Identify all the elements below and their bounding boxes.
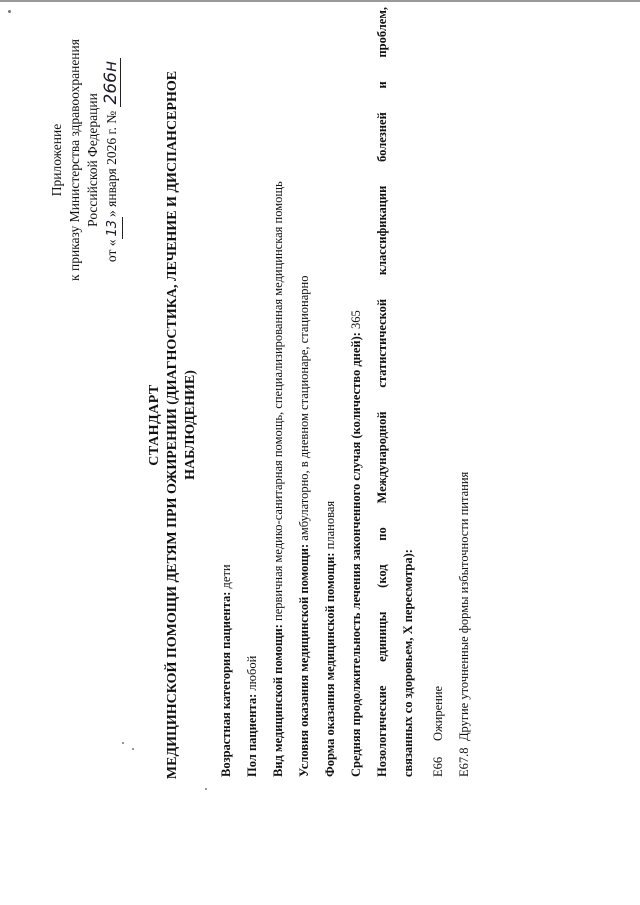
field-sex [244, 7, 260, 777]
field-duration-label: Средняя продолжительность лечения законченного случая (количество дней): [349, 332, 363, 777]
date-prefix: от « [104, 239, 119, 263]
icd-code: E67.8 [457, 747, 471, 777]
standard-fields [218, 7, 482, 777]
field-conditions [296, 7, 312, 777]
field-duration [348, 7, 364, 777]
title-heading: СТАНДАРТ [147, 384, 162, 466]
appendix-block [48, 5, 123, 315]
field-form-label: Форма оказания медицинской помощи: [323, 552, 337, 777]
field-age [218, 7, 234, 777]
standard-title [146, 65, 200, 785]
field-care-type-label: Вид медицинской помощи: [271, 624, 285, 777]
icd-code: E66 [431, 756, 445, 777]
order-number-handwritten: 266н [102, 58, 121, 108]
field-conditions-label: Условия оказания медицинской помощи: [297, 543, 311, 777]
field-form-value: плановая [323, 500, 337, 553]
nosology-heading-line-1: Нозологические единицы (код по Международной статистической классификации болезней и проблем, [375, 7, 389, 777]
field-sex-value: любой [245, 655, 259, 694]
date-middle: » января 2026 г. № [104, 110, 119, 217]
code-row [430, 7, 446, 777]
field-form [322, 7, 338, 777]
field-care-type [270, 7, 286, 777]
appendix-date-line [102, 5, 123, 315]
title-line-2: НАБЛЮДЕНИЕ) [183, 370, 198, 480]
title-line-1: МЕДИЦИНСКОЙ ПОМОЩИ ДЕТЯМ ПРИ ОЖИРЕНИИ (ДИАГНОСТИКА, ЛЕЧЕНИЕ И ДИСПАНСЕРНОЕ [165, 70, 180, 780]
icd-name: Ожирение [431, 685, 445, 741]
field-age-value: дети [219, 564, 233, 592]
date-day-handwritten: 13 [104, 217, 123, 240]
appendix-ministry-line: Российской Федерации [85, 93, 100, 227]
code-row [456, 7, 472, 777]
icd-name: Другие уточненные формы избыточности питания [457, 471, 471, 741]
field-age-label: Возрастная категория пациента: [219, 591, 233, 777]
appendix-order-line: к приказу Министерства здравоохранения [67, 39, 82, 281]
field-care-type-value: первичная медико-санитарная помощь, специализированная медицинская помощь [271, 181, 285, 625]
field-duration-value: 365 [349, 310, 363, 333]
nosology-heading-line-2: связанных со здоровьем, X пересмотра): [401, 549, 415, 777]
appendix-title: Приложение [49, 123, 64, 197]
field-sex-label: Пол пациента: [245, 693, 259, 777]
field-conditions-value: амбулаторно, в дневном стационаре, стационарно [297, 275, 311, 544]
